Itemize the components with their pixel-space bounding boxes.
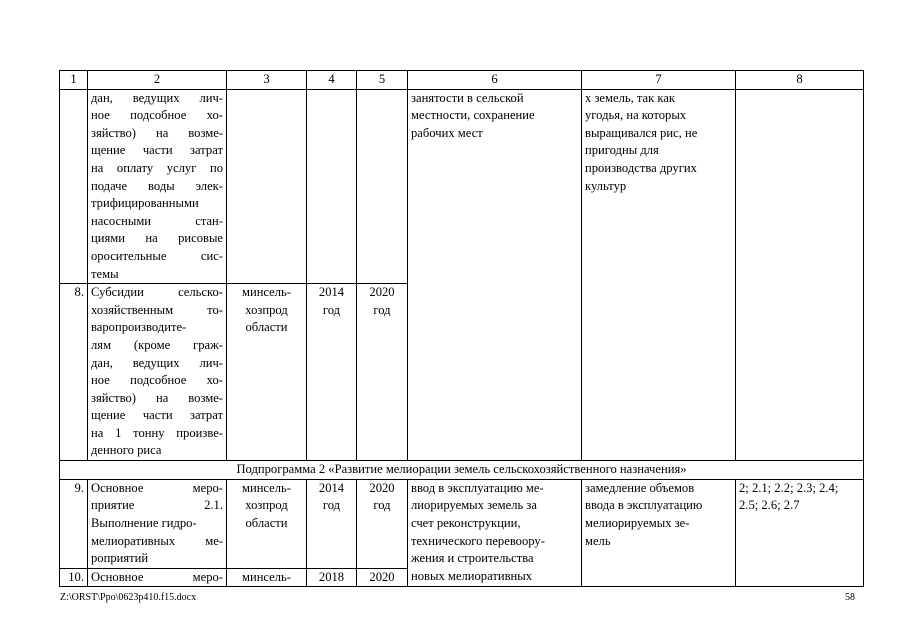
text-line: занятости в сельской (411, 90, 524, 105)
text-line: циями на рисовые (91, 231, 223, 246)
header-cell: 2 (88, 71, 227, 90)
text-line: хозпрод (245, 302, 288, 317)
text-line: год (373, 302, 391, 317)
executor-cell: минсель- (227, 568, 307, 587)
table-row (60, 479, 864, 568)
text-line: год (322, 302, 341, 317)
text-line: 2014 (318, 480, 345, 495)
text-line: на оплату услуг по (91, 160, 223, 175)
header-cell: 4 (307, 71, 357, 90)
text-line: угодья, на которых (585, 108, 687, 123)
text-line: на 1 тонну произве- (91, 425, 223, 440)
text-line: Основное меро- (91, 480, 223, 495)
text-line: подаче воды элек- (91, 178, 223, 193)
text-line: мель (585, 533, 611, 548)
executor-cell (227, 89, 307, 284)
header-cell: 6 (408, 71, 582, 90)
text-line: 2020 (369, 285, 395, 300)
text-line: хозяйственным то- (91, 302, 223, 317)
text-line: новых мелиоративных (411, 568, 533, 583)
text-line: зяйство) на возме- (91, 390, 223, 405)
start-year-cell (307, 479, 357, 568)
text-line: Субсидии сельско- (91, 285, 223, 300)
text-line: оросительные сис- (91, 248, 223, 263)
text-line: пригодны для (585, 143, 659, 158)
indicator-cell (736, 479, 864, 587)
result-cell (408, 479, 582, 587)
header-cell: 3 (227, 71, 307, 90)
consequence-cell (582, 89, 736, 461)
text-line: год (373, 498, 391, 513)
text-line: 2020 (369, 480, 395, 495)
header-cell: 5 (357, 71, 408, 90)
text-line: области (245, 320, 288, 335)
text-line: 2014 (318, 285, 345, 300)
text-line: жения и строительства (411, 551, 534, 566)
start-year-cell: 2018 (307, 568, 357, 587)
text-line: лиорируемых земель за (411, 498, 537, 513)
text-line: темы (91, 266, 119, 281)
text-line: х земель, так как (585, 90, 676, 105)
row-number: 8. (60, 284, 88, 461)
text-line: дан, ведущих лич- (91, 90, 223, 105)
text-line: зяйство) на возме- (91, 125, 223, 140)
text-line: 2; 2.1; 2.2; 2.3; 2.4; (739, 480, 839, 495)
header-cell: 7 (582, 71, 736, 90)
measure-name-cell (88, 479, 227, 568)
text-line: лям (кроме граж- (91, 337, 223, 352)
text-line: год (322, 498, 341, 513)
end-year-cell (357, 479, 408, 568)
text-line: ввод в эксплуатацию ме- (411, 480, 544, 495)
consequence-cell (582, 479, 736, 587)
text-line: Выполнение гидро- (91, 515, 197, 530)
text-line: минсель- (241, 285, 291, 300)
executor-cell (227, 284, 307, 461)
text-line: приятие 2.1. (91, 498, 223, 513)
text-line: производства других (585, 160, 697, 175)
measure-name-cell (88, 89, 227, 284)
text-line: трифицированными (91, 196, 199, 211)
text-line: ввода в эксплуатацию (585, 498, 703, 513)
row-number: 9. (60, 479, 88, 568)
table-row (60, 89, 864, 284)
start-year-cell (307, 89, 357, 284)
indicator-cell (736, 89, 864, 461)
text-line: денного риса (91, 443, 162, 458)
text-line: щение части затрат (91, 143, 223, 158)
subprogram-row (60, 461, 864, 480)
text-line: 2.5; 2.6; 2.7 (739, 498, 800, 513)
text-line: ное подсобное хо- (91, 108, 223, 123)
file-path-footer: Z:\ORST\Ppo\0623p410.f15.docx (60, 592, 197, 603)
text-line: технического перевоору- (411, 533, 545, 548)
text-line: ное подсобное хо- (91, 373, 223, 388)
text-line: выращивался рис, не (585, 125, 698, 140)
header-cell: 1 (60, 71, 88, 90)
page-number: 58 (845, 592, 855, 603)
end-year-cell (357, 284, 408, 461)
end-year-cell: 2020 (357, 568, 408, 587)
text-line: культур (585, 178, 627, 193)
header-cell: 8 (736, 71, 864, 90)
text-line: замедление объемов (585, 480, 695, 495)
text-line: насосными стан- (91, 213, 223, 228)
text-line: области (245, 515, 288, 530)
text-line: роприятий (91, 551, 149, 566)
measure-name-cell (88, 568, 227, 587)
start-year-cell (307, 284, 357, 461)
text-line: минсель- (241, 480, 291, 495)
row-number-cell (60, 89, 88, 284)
subprogram-title: Подпрограмма 2 «Развитие мелиорации земель сельскохозяйственного назначения» (60, 461, 864, 480)
text-line: хозпрод (245, 498, 288, 513)
measure-name-cell (88, 284, 227, 461)
result-cell (408, 89, 582, 461)
text-line: местности, сохранение (411, 108, 535, 123)
end-year-cell (357, 89, 408, 284)
text-line: рабочих мест (411, 125, 483, 140)
row-number: 10. (60, 568, 88, 587)
executor-cell (227, 479, 307, 568)
text-line: дан, ведущих лич- (91, 355, 223, 370)
document-table (59, 70, 864, 587)
text-line: щение части затрат (91, 408, 223, 423)
text-line: варопроизводите- (91, 320, 187, 335)
text-line: Основное меро- (91, 569, 223, 584)
text-line: мелиоративных ме- (91, 533, 223, 548)
text-line: счет реконструкции, (411, 515, 521, 530)
table-header-row (60, 71, 864, 90)
text-line: мелиорируемых зе- (585, 515, 690, 530)
